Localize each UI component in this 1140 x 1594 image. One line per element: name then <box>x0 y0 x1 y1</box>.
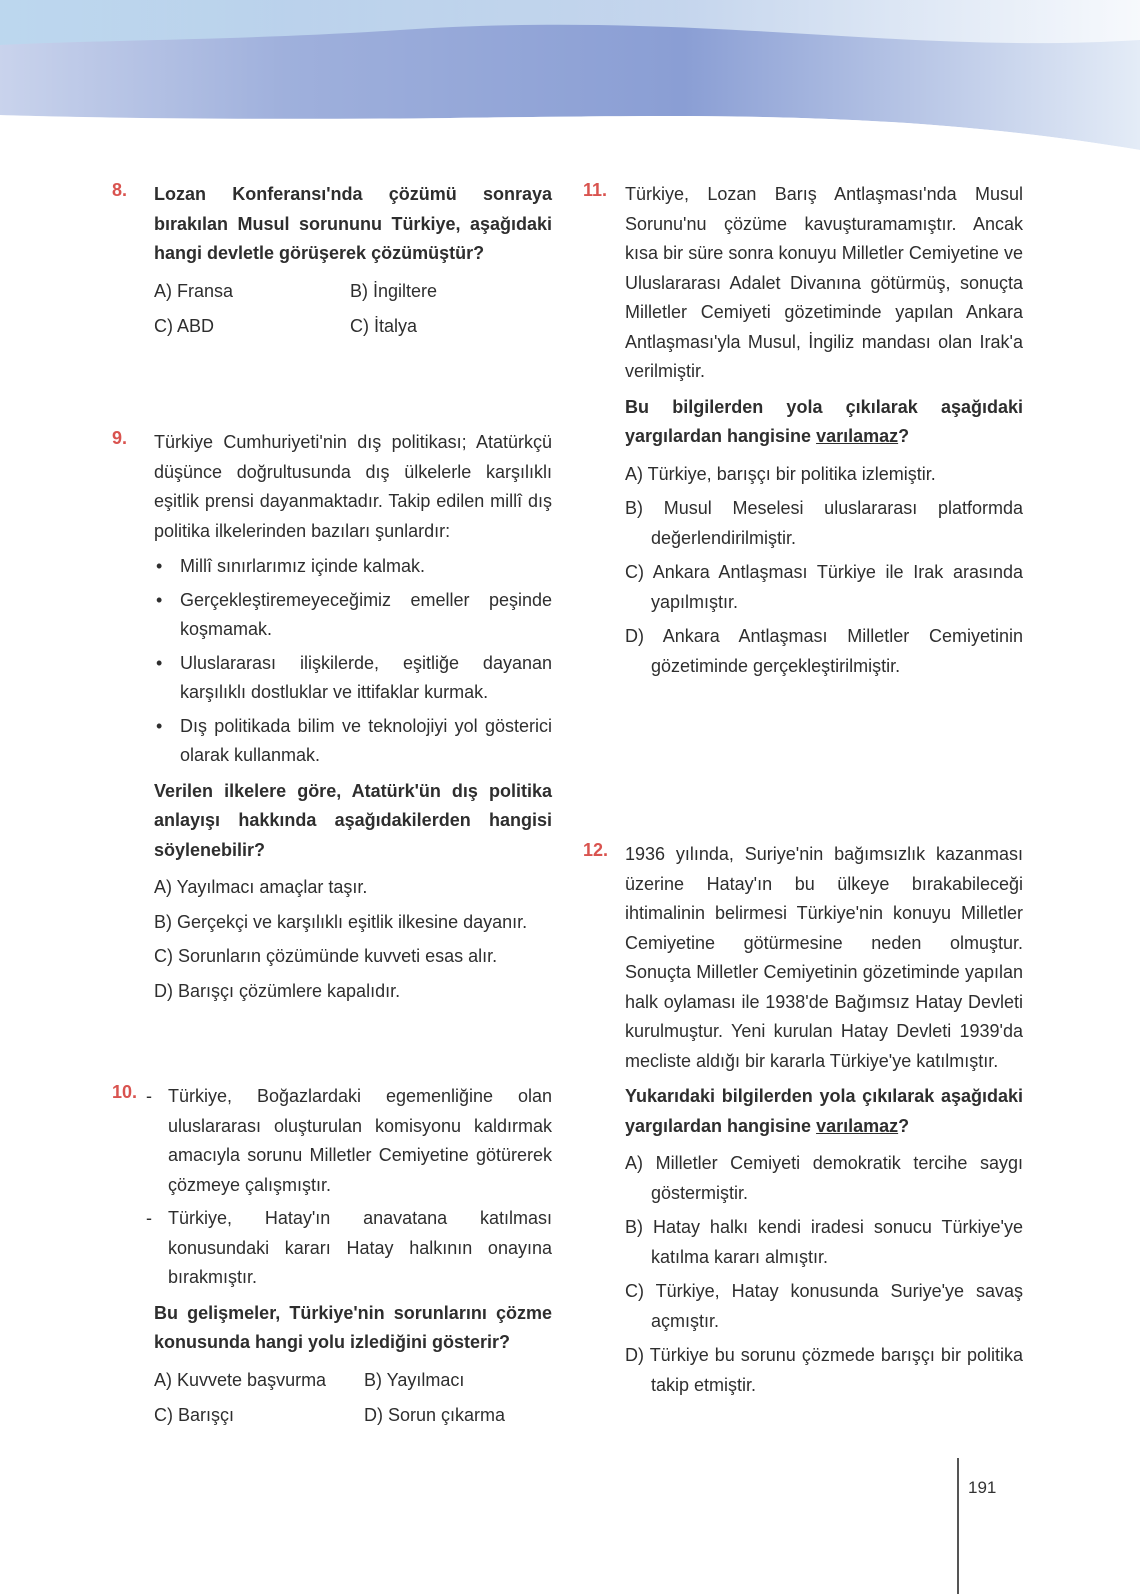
question-prompt: Bu bilgilerden yola çıkılarak aşağıdaki yargılardan hangisine varılamaz? <box>625 396 1023 446</box>
option-a[interactable]: A) Türkiye, barışçı bir politika izlemiştir. <box>625 463 936 484</box>
question-stem: 1936 yılında, Suriye'nin bağımsızlık kazanması üzerine Hatay'ın bu ülkeye bırakabileceği ihtimalinin belirmesi Türkiye'nin konuyu Milletler Cemiyetine götürmesine neden olmuştur. Sonuçta Milletler Cemiyetinin gözetiminde yapılan halk oylaması ile 1938'de Bağımsız Hatay Devleti kurulmuştur. Yeni kurulan Hatay Devleti 1939'da mecliste aldığı bir kararla Türkiye'ye katılmıştır. <box>625 844 1023 1071</box>
question-number: 11. <box>583 180 608 200</box>
option-d[interactable]: C) İtalya <box>350 316 418 336</box>
page-number: 191 <box>968 1478 997 1497</box>
page-divider <box>957 1458 959 1594</box>
statements-list <box>146 1082 552 1293</box>
question-12 <box>583 840 1023 1405</box>
list-item: • Gerçekleştiremeyeceğimiz emeller peşinde koşmamak. <box>156 589 552 639</box>
question-10 <box>112 1082 552 1437</box>
question-stem: Türkiye Cumhuriyeti'nin dış politikası; Atatürkçü düşünce doğrultusunda dış ülkelerle karşılıklı eşitlik prensi dayanmaktadır. Takip edilen millî dış politika ilkelerinden bazıları şunlardır: <box>154 432 552 541</box>
option-a[interactable]: A) Kuvvete başvurma <box>154 1369 327 1390</box>
option-a[interactable]: A) Milletler Cemiyeti demokratik tercihe saygı göstermiştir. <box>625 1153 1023 1203</box>
option-b[interactable]: B) Yayılmacı <box>364 1369 465 1390</box>
option-d[interactable]: D) Sorun çıkarma <box>364 1405 506 1425</box>
option-b[interactable]: B) Musul Meselesi uluslararası platformda değerlendirilmiştir. <box>625 498 1023 548</box>
option-d[interactable]: D) Ankara Antlaşması Milletler Cemiyetinin gözetiminde gerçekleştirilmiştir. <box>625 626 1023 676</box>
question-stem: Türkiye, Lozan Barış Antlaşması'nda Musul Sorunu'nu çözüme kavuşturamamıştır. Ancak kısa bir süre sonra konuyu Milletler Cemiyetine ve Uluslararası Adalet Divanına götürmüş, sonuçta Milletler Cemiyeti gözetiminde yapılan Ankara Antlaşması'yla Musul, İngiliz mandası olan Irak'a verilmiştir. <box>625 184 1023 381</box>
list-item: • Dış politikada bilim ve teknolojiyi yol gösterici olarak kullanmak. <box>156 715 552 765</box>
option-d[interactable]: D) Barışçı çözümlere kapalıdır. <box>154 980 401 1001</box>
option-c[interactable]: C) Ankara Antlaşması Türkiye ile Irak arasında yapılmıştır. <box>625 562 1023 612</box>
option-c[interactable]: C) Sorunların çözümünde kuvveti esas alır. <box>154 946 498 966</box>
question-9 <box>112 428 552 1011</box>
option-d[interactable]: D) Türkiye bu sorunu çözmede barışçı bir politika takip etmiştir. <box>625 1345 1023 1395</box>
option-c[interactable]: C) ABD <box>154 316 215 336</box>
question-11 <box>583 180 1023 686</box>
question-number: 12. <box>583 840 609 860</box>
question-number: 10. <box>112 1082 138 1102</box>
header-banner <box>0 0 1140 160</box>
question-number: 8. <box>112 180 128 200</box>
option-c[interactable]: C) Türkiye, Hatay konusunda Suriye'ye savaş açmıştır. <box>625 1281 1023 1331</box>
option-c[interactable]: C) Barışçı <box>154 1405 235 1425</box>
list-item: • Millî sınırlarımız içinde kalmak. <box>156 556 426 576</box>
principles-list <box>154 552 552 771</box>
question-prompt: Verilen ilkelere göre, Atatürk'ün dış politika anlayışı hakkında aşağıdakilerden hangisi söylenebilir? <box>154 780 552 860</box>
option-b[interactable]: B) Gerçekçi ve karşılıklı eşitlik ilkesine dayanır. <box>154 911 528 932</box>
option-b[interactable]: B) İngiltere <box>350 280 438 301</box>
question-prompt: Bu gelişmeler, Türkiye'nin sorunlarını çözme konusunda hangi yolu izlediğini gösterir? <box>154 1302 552 1352</box>
option-b[interactable]: B) Hatay halkı kendi iradesi sonucu Türkiye'ye katılma kararı almıştır. <box>625 1217 1023 1267</box>
question-8 <box>112 180 552 348</box>
list-item: - Türkiye, Boğazlardaki egemenliğine olan uluslararası oluşturulan komisyonu kaldırmak amacıyla sorunu Milletler Cemiyetine götürerek çözmeye çalışmıştır. <box>146 1086 552 1195</box>
list-item: • Uluslararası ilişkilerde, eşitliğe dayanan karşılıklı dostluklar ve ittifaklar kurmak. <box>156 652 552 702</box>
question-number: 9. <box>112 428 128 448</box>
question-prompt: Yukarıdaki bilgilerden yola çıkılarak aşağıdaki yargılardan hangisine varılamaz? <box>625 1086 1023 1136</box>
option-a[interactable]: A) Fransa <box>154 280 234 301</box>
option-a[interactable]: A) Yayılmacı amaçlar taşır. <box>154 877 368 897</box>
question-prompt: Lozan Konferansı'nda çözümü sonraya bırakılan Musul sorununu Türkiye, aşağıdaki hangi devletle görüşerek çözümüştür? <box>154 184 552 263</box>
list-item: - Türkiye, Hatay'ın anavatana katılması konusundaki kararı Hatay halkının onayına bırakmıştır. <box>146 1208 552 1287</box>
